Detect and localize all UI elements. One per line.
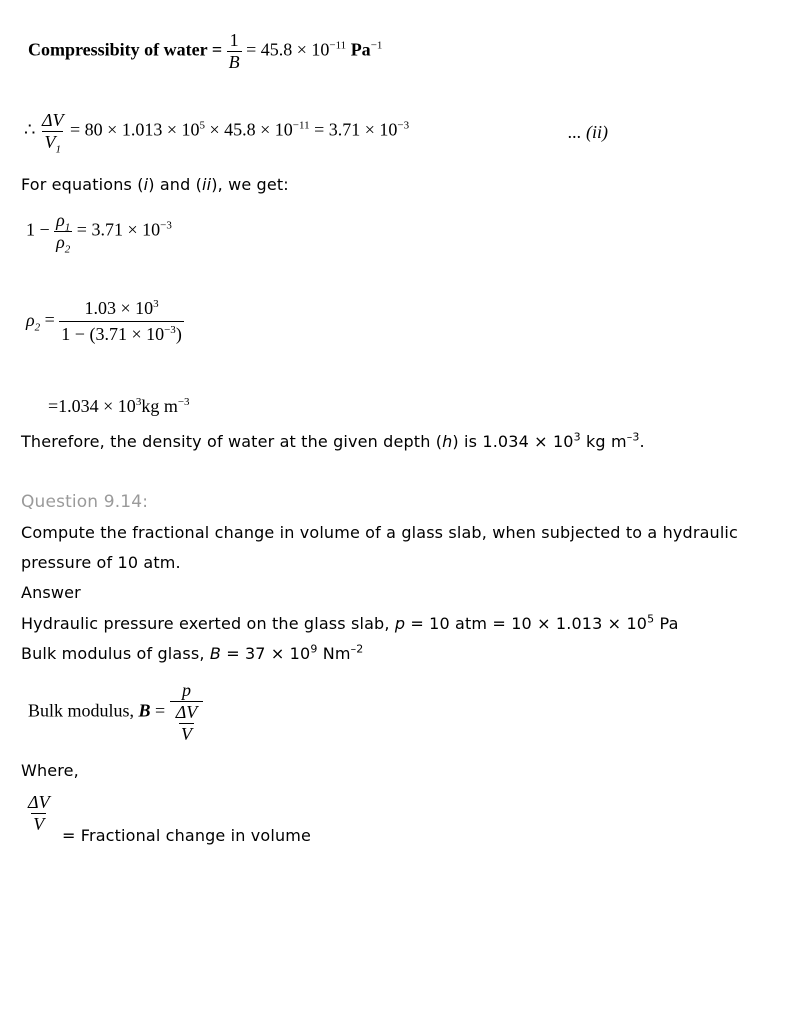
compressibility-exponent: −11	[329, 39, 347, 52]
fraction-bulk	[170, 680, 204, 745]
equals-sign: =	[44, 309, 55, 330]
equation-volume-change	[24, 110, 410, 156]
hydraulic-pressure-line	[21, 614, 679, 633]
bulk-label: Bulk modulus,	[28, 700, 135, 721]
ratio-rhs: = 3.71 × 10	[76, 219, 161, 240]
inner-denominator: V	[180, 724, 192, 744]
result-text: =1.034 × 10	[48, 396, 136, 416]
equation-bulk-modulus	[28, 680, 203, 745]
text-segment: ) is 1.034 × 10	[452, 432, 574, 451]
text-unit: Pa	[654, 614, 679, 633]
volume-exp-c: −3	[397, 119, 410, 132]
fraction-denominator	[54, 231, 72, 256]
fraction-numerator: p	[181, 680, 191, 700]
text-segment: .	[639, 432, 645, 451]
equation-rho2	[26, 298, 184, 345]
volume-rhs-c: = 3.71 × 10	[314, 119, 398, 140]
fraction-denominator: B	[228, 52, 240, 72]
text-italic-p: p	[394, 614, 406, 633]
ratio-exponent: −3	[160, 219, 172, 232]
rho-symbol: ρ	[56, 210, 65, 230]
fraction-numerator: ΔV	[41, 110, 64, 130]
text-italic-h: h	[442, 432, 453, 451]
inner-numerator: ΔV	[175, 702, 198, 722]
text-italic-i: i	[143, 175, 149, 194]
denominator-close: )	[175, 324, 182, 344]
text-unit-exponent: –2	[350, 642, 364, 656]
question-heading: Question 9.14:	[21, 492, 149, 512]
denominator-symbol: V	[44, 132, 56, 152]
text-segment: Bulk modulus of glass,	[21, 644, 210, 663]
bulk-symbol: B	[138, 700, 151, 721]
question-text-line2: pressure of 10 atm.	[21, 553, 181, 572]
equation-fraction-definition	[26, 792, 52, 835]
fraction-numerator: ΔV	[28, 792, 50, 812]
fraction-numerator: 1	[229, 30, 239, 50]
text-segment: Hydraulic pressure exerted on the glass slab,	[21, 614, 395, 633]
fraction-dv-over-v	[26, 792, 52, 835]
result-unit: kg m	[141, 396, 178, 416]
ratio-lhs: 1 −	[26, 219, 50, 240]
rho-subscript: 2	[34, 321, 41, 334]
rho2-lhs	[26, 309, 41, 334]
rho-subscript: 2	[64, 243, 71, 256]
compressibility-unit-exponent: −1	[370, 39, 383, 52]
paragraph-therefore	[21, 432, 645, 451]
fraction-rho2	[59, 298, 184, 345]
fraction-one-over-b	[227, 30, 242, 73]
text-segment: = 37 × 10	[220, 644, 311, 663]
answer-label: Answer	[21, 583, 81, 602]
compressibility-rhs: = 45.8 × 10	[246, 39, 330, 60]
text-exponent: 5	[647, 612, 655, 626]
result-exponent: 3	[135, 396, 142, 408]
text-segment: Therefore, the density of water at the given depth (	[21, 432, 443, 451]
fraction-rho1-over-rho2	[54, 210, 72, 256]
text-italic-b: B	[209, 644, 221, 663]
denominator-exponent: −3	[164, 324, 176, 336]
volume-rhs-a: = 80 × 1.013 × 10	[70, 119, 200, 140]
numerator-exponent: 3	[153, 298, 159, 310]
numerator-text: 1.03 × 10	[84, 298, 154, 318]
volume-exp-a: 5	[199, 119, 205, 132]
compressibility-label: Compressibity of water =	[28, 39, 223, 60]
equation-tag-ii: ... (ii)	[568, 122, 608, 142]
equation-result	[48, 396, 190, 417]
volume-exp-b: −11	[292, 119, 310, 132]
compressibility-unit: Pa	[350, 39, 371, 60]
fraction-denominator	[42, 131, 63, 156]
text-segment: ), we get:	[211, 175, 289, 194]
equation-density-ratio	[26, 210, 172, 256]
fraction-denominator	[170, 701, 204, 745]
where-label: Where,	[21, 761, 79, 780]
text-unit: Nm	[317, 644, 351, 663]
equation-compressibility	[28, 30, 382, 73]
bulk-modulus-line	[21, 644, 363, 663]
denominator-text: 1 − (3.71 × 10	[61, 324, 165, 344]
fraction-denominator	[59, 321, 184, 345]
fraction-numerator	[54, 210, 72, 234]
therefore-symbol: ∴	[24, 119, 36, 140]
question-text-line1: Compute the fractional change in volume of a glass slab, when subjected to a hydraulic	[21, 523, 738, 542]
rho-symbol: ρ	[56, 232, 65, 252]
text-segment: = 10 atm = 10 × 1.013 × 10	[405, 614, 648, 633]
text-segment: ) and (	[148, 175, 203, 194]
text-segment: For equations (	[21, 175, 144, 194]
text-exponent: 3	[573, 430, 581, 444]
volume-rhs-b: × 45.8 × 10	[209, 119, 293, 140]
rho-subscript: 1	[64, 221, 71, 234]
fraction-dv-over-v	[174, 702, 200, 745]
text-unit-exponent: –3	[626, 430, 640, 444]
paragraph-for-equations	[21, 175, 289, 194]
fraction-denominator: V	[33, 814, 45, 834]
result-unit-exponent: −3	[177, 396, 190, 408]
fractional-change-description: = Fractional change in volume	[62, 826, 311, 845]
rho-symbol: ρ	[26, 309, 35, 330]
fraction-dv-over-v1	[40, 110, 66, 156]
text-italic-ii: ii	[202, 175, 212, 194]
text-exponent: 9	[310, 642, 318, 656]
text-unit: kg m	[580, 432, 627, 451]
fraction-numerator	[74, 298, 168, 321]
denominator-subscript: 1	[55, 143, 61, 156]
equals-sign: =	[155, 700, 166, 721]
